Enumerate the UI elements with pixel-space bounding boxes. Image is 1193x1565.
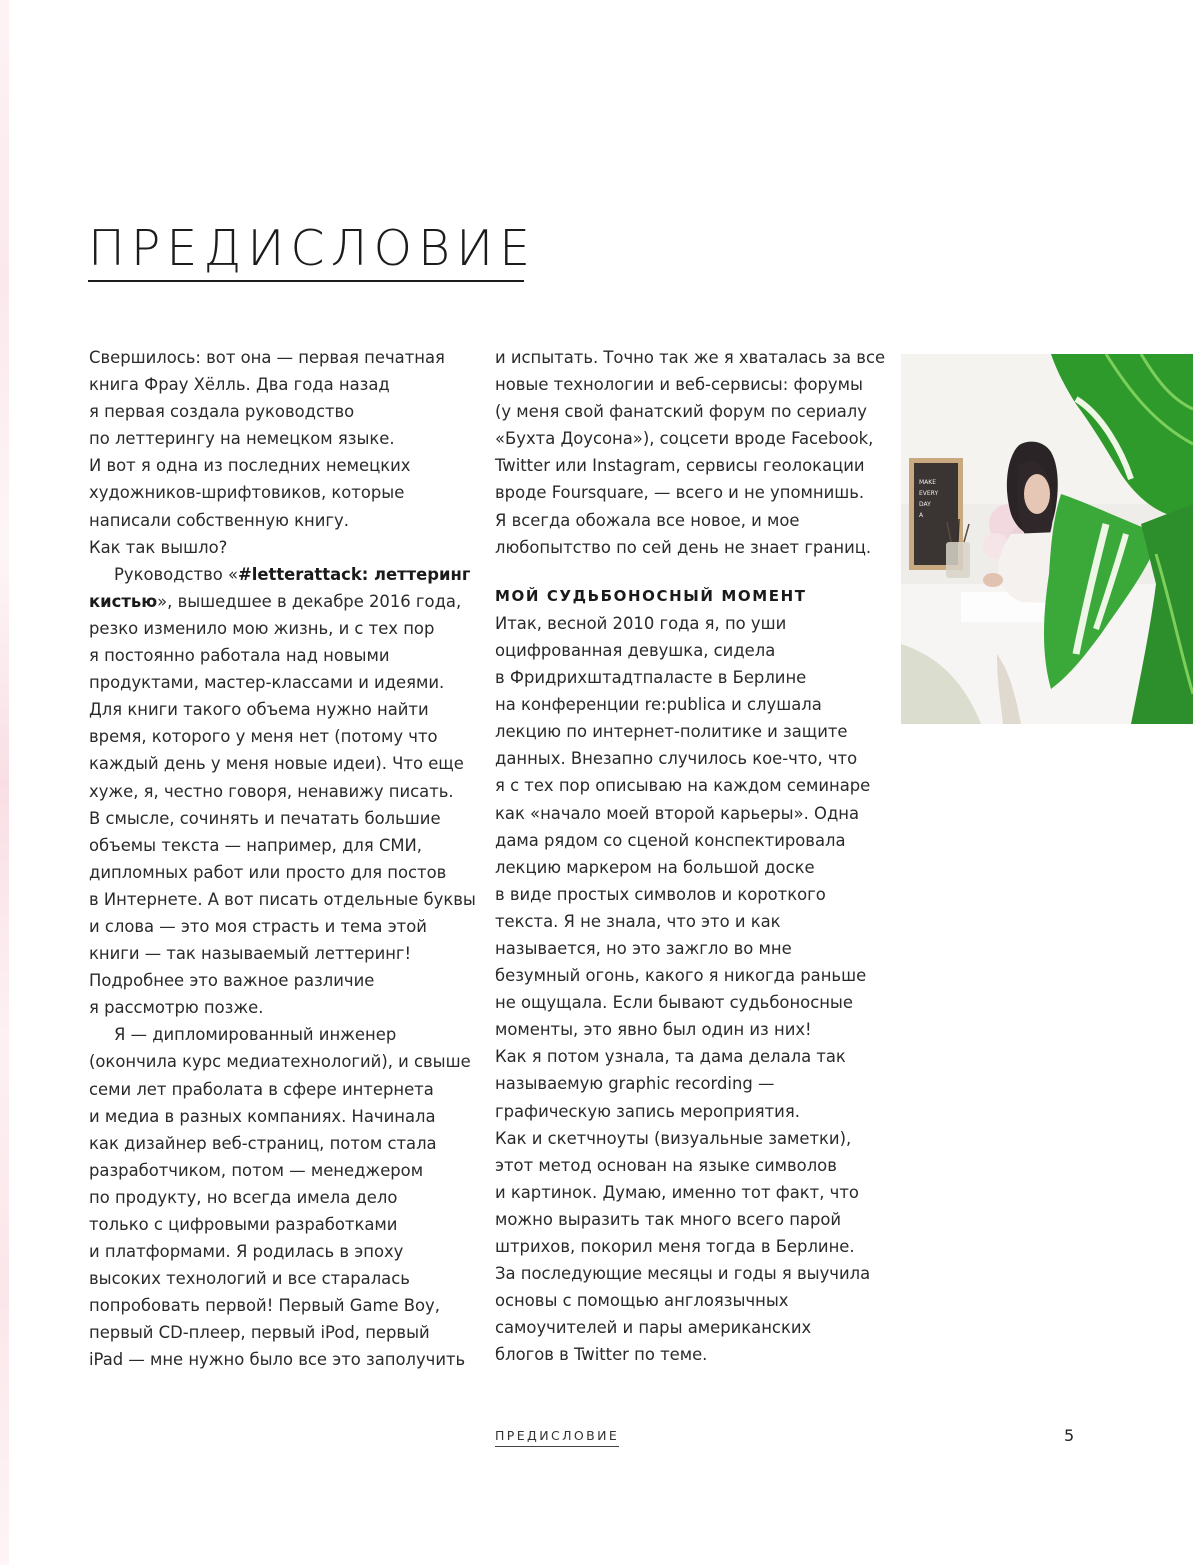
text-line: основы с помощью англоязычных (495, 1291, 789, 1311)
text-line: новые технологии и веб-сервисы: форумы (495, 375, 863, 395)
text-line: дипломных работ или просто для постов (89, 862, 447, 882)
text-line: лекцию маркером на большой доске (495, 857, 815, 877)
board-word: A (919, 512, 924, 519)
text-line: графическую запись мероприятия. (495, 1101, 800, 1121)
text-line: и слова — это моя страсть и тема этой (89, 916, 427, 936)
text-line: лекцию по интернет-политике и защите (495, 722, 848, 742)
text-fragment: », вышедшее в декабре 2016 года, (157, 591, 462, 611)
paragraph-background (89, 1021, 483, 1373)
text-line: дама рядом со сценой конспектировала (495, 830, 846, 850)
text-line: (у меня свой фанатский форум по сериалу (495, 402, 867, 422)
text-line: высоких технологий и все старалась (89, 1269, 410, 1289)
board-word: EVERY (919, 490, 939, 497)
text-line: и картинок. Думаю, именно тот факт, что (495, 1182, 859, 1202)
text-line: я рассмотрю позже. (89, 998, 264, 1018)
text-line: на конференции re:publica и слушала (495, 695, 822, 715)
text-line: Как так вышло? (89, 537, 228, 557)
text-line: в виде простых символов и короткого (495, 884, 826, 904)
right-text-column (495, 344, 889, 1368)
text-line: хуже, я, честно говоря, ненавижу писать. (89, 781, 454, 801)
book-title-bold: #letterattack: леттеринг (238, 564, 471, 584)
chapter-title: ПРЕДИСЛОВИЕ (88, 220, 537, 277)
text-line: Итак, весной 2010 года я, по уши (495, 613, 787, 633)
text-line: штрихов, покорил меня тогда в Берлине. (495, 1237, 855, 1256)
page-number: 5 (1064, 1426, 1075, 1445)
running-footer: ПРЕДИСЛОВИЕ (495, 1428, 619, 1447)
author-photo (901, 354, 1193, 724)
text-line: Для книги такого объема нужно найти (89, 700, 429, 720)
text-line: по леттерингу на немецком языке. (89, 429, 395, 449)
text-line: безумный огонь, какого я никогда раньше (495, 966, 867, 986)
board-word: DAY (919, 501, 931, 508)
text-line: Как и скетчноуты (визуальные заметки), (495, 1128, 852, 1148)
text-line: как дизайнер веб-страниц, потом стала (89, 1133, 437, 1153)
text-line: попробовать первой! Первый Game Boy, (89, 1296, 440, 1316)
text-line: художников-шрифтовиков, которые (89, 483, 405, 503)
text-line: И вот я одна из последних немецких (89, 456, 411, 476)
text-line: и платформами. Я родилась в эпоху (89, 1242, 404, 1262)
board-word: MAKE (919, 479, 937, 486)
text-line: время, которого у меня нет (потому что (89, 727, 438, 747)
text-line: только с цифровыми разработками (89, 1215, 398, 1234)
paragraph-intro (89, 344, 483, 561)
title-underline (88, 280, 524, 282)
text-line: каждый день у меня новые идеи). Что еще (89, 754, 464, 774)
text-line: блогов в Twitter по теме. (495, 1345, 708, 1365)
text-line: Я всегда обожала все новое, и мое (495, 510, 800, 530)
text-line: (окончила курс медиатехнологий), и свыше (89, 1052, 471, 1072)
text-line: продуктами, мастер-классами и идеями. (89, 673, 445, 693)
book-title-bold: кистью (89, 591, 158, 611)
section-subheading: МОЙ СУДЬБОНОСНЫЙ МОМЕНТ (495, 586, 807, 605)
text-line: не ощущала. Если бывают судьбоносные (495, 993, 853, 1013)
text-line: «Бухта Доусона»), соцсети вроде Facebook, (495, 429, 874, 449)
text-line: резко изменило мою жизнь, и с тех пор (89, 618, 435, 638)
text-line: я первая создала руководство (89, 402, 355, 422)
text-line: в Фридрихштадтпаласте в Берлине (495, 668, 807, 688)
text-line: этот метод основан на языке символов (495, 1155, 837, 1175)
text-line: iPad — мне нужно было все это заполучить (89, 1350, 466, 1370)
text-line: написали собственную книгу. (89, 510, 349, 530)
text-line: оцифрованная девушка, сидела (495, 640, 776, 660)
text-line: Twitter или Instagram, сервисы геолокации (495, 456, 865, 476)
left-text-column (89, 344, 483, 1374)
paragraph-tech (495, 344, 889, 561)
text-line: Я — дипломированный инженер (114, 1025, 397, 1045)
text-line: называется, но это зажгло во мне (495, 938, 792, 958)
text-line: В смысле, сочинять и печатать большие (89, 808, 441, 828)
text-line: вроде Foursquare, — всего и не упомнишь. (495, 483, 865, 503)
text-line: я постоянно работала над новыми (89, 646, 390, 666)
text-line: и испытать. Точно так же я хваталась за все (495, 348, 886, 367)
text-line: можно выразить так много всего парой (495, 1209, 842, 1229)
text-line: данных. Внезапно случилось кое-что, что (495, 749, 858, 769)
text-line: моменты, это явно был один из них! (495, 1020, 812, 1040)
text-line: по продукту, но всегда имела дело (89, 1187, 398, 1207)
text-line: любопытство по сей день не знает границ. (495, 537, 872, 557)
text-line: объемы текста — например, для СМИ, (89, 835, 423, 855)
page-edge-tint (0, 0, 9, 1565)
text-line: книга Фрау Хёлль. Два года назад (89, 375, 390, 395)
text-line: За последующие месяцы и годы я выучила (495, 1264, 871, 1284)
text-fragment: Руководство « (114, 564, 239, 584)
text-line: Как я потом узнала, та дама делала так (495, 1047, 846, 1067)
text-line: я с тех пор описываю на каждом семинаре (495, 776, 871, 796)
text-line: как «начало моей второй карьеры». Одна (495, 803, 860, 823)
text-line: называемую graphic recording — (495, 1074, 775, 1094)
paragraph-guide (89, 561, 483, 1022)
text-line: Подробнее это важное различие (89, 971, 375, 991)
text-line: Свершилось: вот она — первая печатная (89, 348, 445, 367)
text-line: семи лет праболата в сфере интернета (89, 1079, 434, 1099)
text-line: самоучителей и пары американских (495, 1318, 812, 1338)
text-line: и медиа в разных компаниях. Начинала (89, 1106, 436, 1126)
text-line: книги — так называемый леттеринг! (89, 944, 412, 964)
text-line: текста. Я не знала, что это и как (495, 911, 781, 931)
text-line: первый CD-плеер, первый iPod, первый (89, 1323, 430, 1343)
paragraph-moment (495, 610, 889, 1369)
text-line: разработчиком, потом — менеджером (89, 1160, 424, 1180)
text-line: в Интернете. А вот писать отдельные буквы (89, 889, 476, 909)
